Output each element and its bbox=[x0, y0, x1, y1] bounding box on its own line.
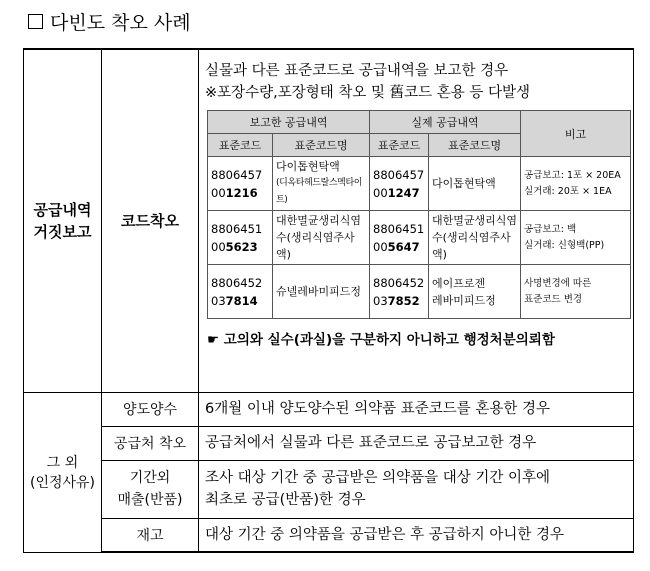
other-category-cell bbox=[24, 392, 102, 552]
checkbox-square-icon bbox=[28, 14, 43, 29]
pointer-note: ☛ 고의와 실수(과실)을 구분하지 아니하고 행정처분의뢰함 bbox=[207, 332, 555, 348]
cases-table bbox=[23, 48, 634, 553]
code-prefix: 8806452 bbox=[211, 275, 263, 290]
actual-name bbox=[429, 157, 521, 211]
other-label: 재고 bbox=[102, 518, 199, 552]
code-suffix-plain: 00 bbox=[211, 185, 226, 200]
actual-code bbox=[370, 211, 429, 265]
actual-code-header: 표준코드 bbox=[370, 134, 429, 157]
actual-code bbox=[370, 157, 429, 211]
code-suffix-plain: 00 bbox=[211, 239, 226, 254]
actual-name-header: 표준코드명 bbox=[429, 134, 521, 157]
name-line-1: 다이톱현탁액 bbox=[276, 160, 340, 173]
reported-name bbox=[273, 265, 370, 319]
other-label: 양도양수 bbox=[102, 392, 199, 426]
name-line-1: 대한멸균생리식염 bbox=[432, 214, 518, 227]
note-header: 비고 bbox=[521, 111, 631, 157]
name-line-1: 다이톱현탁액 bbox=[432, 177, 496, 190]
note bbox=[521, 211, 631, 265]
note-line-2: 표준코드 변경 bbox=[524, 293, 583, 305]
note-line-1: 사명변경에 따른 bbox=[524, 277, 592, 289]
code-suffix-plain: 00 bbox=[373, 185, 388, 200]
other-label bbox=[102, 460, 199, 518]
code-suffix bbox=[211, 292, 269, 310]
other-description bbox=[199, 460, 634, 518]
code-suffix bbox=[211, 184, 269, 202]
intro-line-1: 실물과 다른 표준코드로 공급내역을 보고한 경우 bbox=[205, 63, 509, 79]
code-prefix: 8806452 bbox=[373, 275, 425, 290]
reported-name bbox=[273, 157, 370, 211]
reported-name bbox=[273, 211, 370, 265]
actual-name bbox=[429, 265, 521, 319]
reported-name-header: 표준코드명 bbox=[273, 134, 370, 157]
code-suffix-bold: 1247 bbox=[387, 185, 420, 200]
code-suffix bbox=[373, 292, 425, 310]
other-description: 6개월 이내 양도양수된 의약품 표준코드를 혼용한 경우 bbox=[199, 392, 634, 426]
note-line-1: 공급보고: 1포 × 20EA bbox=[524, 169, 621, 181]
note-line-2: 실거래: 신형백(PP) bbox=[524, 239, 605, 251]
reported-code-header: 표준코드 bbox=[208, 134, 273, 157]
type-cell: 코드착오 bbox=[102, 49, 199, 392]
actual-code bbox=[370, 265, 429, 319]
other-category-line-2: (인정사유) bbox=[29, 475, 96, 491]
code-prefix: 8806451 bbox=[211, 221, 263, 236]
example-header-row bbox=[208, 111, 631, 134]
code-suffix bbox=[211, 238, 269, 256]
intro-line-2: ※포장수량,포장형태 착오 및 舊코드 혼용 등 다발생 bbox=[205, 85, 531, 101]
other-row bbox=[24, 460, 634, 518]
example-row bbox=[208, 157, 631, 211]
code-suffix-bold: 5647 bbox=[387, 239, 420, 254]
code-suffix-plain: 03 bbox=[373, 293, 388, 308]
note bbox=[521, 157, 631, 211]
reported-code bbox=[208, 265, 273, 319]
code-suffix bbox=[373, 184, 425, 202]
name-line-1: 대한멸균생리식염 bbox=[276, 214, 362, 227]
example-row bbox=[208, 265, 631, 319]
code-suffix-bold: 7814 bbox=[225, 293, 258, 308]
example-table bbox=[207, 110, 631, 319]
example-row bbox=[208, 211, 631, 265]
other-row bbox=[24, 392, 634, 426]
other-label: 공급처 착오 bbox=[102, 426, 199, 460]
description-cell bbox=[199, 49, 634, 392]
code-suffix-bold: 5623 bbox=[225, 239, 258, 254]
name-line-2: 레바미피드정 bbox=[432, 293, 496, 307]
other-row bbox=[24, 426, 634, 460]
other-description: 대상 기간 중 의약품을 공급받은 후 공급하지 아니한 경우 bbox=[199, 518, 634, 552]
section-title-text: 다빈도 착오 사례 bbox=[50, 12, 191, 34]
main-case-row bbox=[24, 49, 634, 392]
category-cell bbox=[24, 49, 102, 392]
code-suffix-plain: 03 bbox=[211, 293, 226, 308]
intro-text bbox=[205, 60, 633, 104]
note bbox=[521, 265, 631, 319]
other-description-line-2: 최초로 공급(반품)한 경우 bbox=[205, 492, 366, 508]
reported-header: 보고한 공급내역 bbox=[208, 111, 370, 134]
other-row bbox=[24, 518, 634, 552]
reported-code bbox=[208, 157, 273, 211]
other-label-line-1: 기간외 bbox=[129, 470, 171, 486]
note-line-1: 공급보고: 백 bbox=[524, 223, 577, 235]
name-line-1: 에이프로젠 bbox=[432, 276, 486, 290]
code-prefix: 8806451 bbox=[373, 221, 425, 236]
other-category-line-1: 그 외 bbox=[46, 455, 79, 471]
code-suffix-plain: 00 bbox=[373, 239, 388, 254]
code-suffix bbox=[373, 238, 425, 256]
other-description: 공급처에서 실물과 다른 표준코드로 공급보고한 경우 bbox=[199, 426, 634, 460]
name-line-2: (디옥타헤드랄스멕타이트) bbox=[276, 178, 363, 205]
note-line-2: 실거래: 20포 × 1EA bbox=[524, 185, 612, 197]
reported-code bbox=[208, 211, 273, 265]
name-line-2: 수(생리식염주사액) bbox=[276, 231, 355, 261]
code-suffix-bold: 1216 bbox=[225, 185, 258, 200]
name-line-1: 슈넬레바미피드정 bbox=[276, 285, 362, 298]
section-title bbox=[28, 8, 191, 35]
code-suffix-bold: 7852 bbox=[387, 293, 420, 308]
code-prefix: 8806457 bbox=[211, 167, 263, 182]
other-label-line-2: 매출(반품) bbox=[117, 492, 183, 508]
category-text: 공급내역 거짓보고 bbox=[33, 200, 92, 241]
other-description-line-1: 조사 대상 기간 중 공급받은 의약품을 대상 기간 이후에 bbox=[205, 470, 551, 486]
actual-name bbox=[429, 211, 521, 265]
actual-header: 실제 공급내역 bbox=[370, 111, 521, 134]
code-prefix: 8806457 bbox=[373, 167, 425, 182]
name-line-2: 수(생리식염주사액) bbox=[432, 231, 511, 261]
